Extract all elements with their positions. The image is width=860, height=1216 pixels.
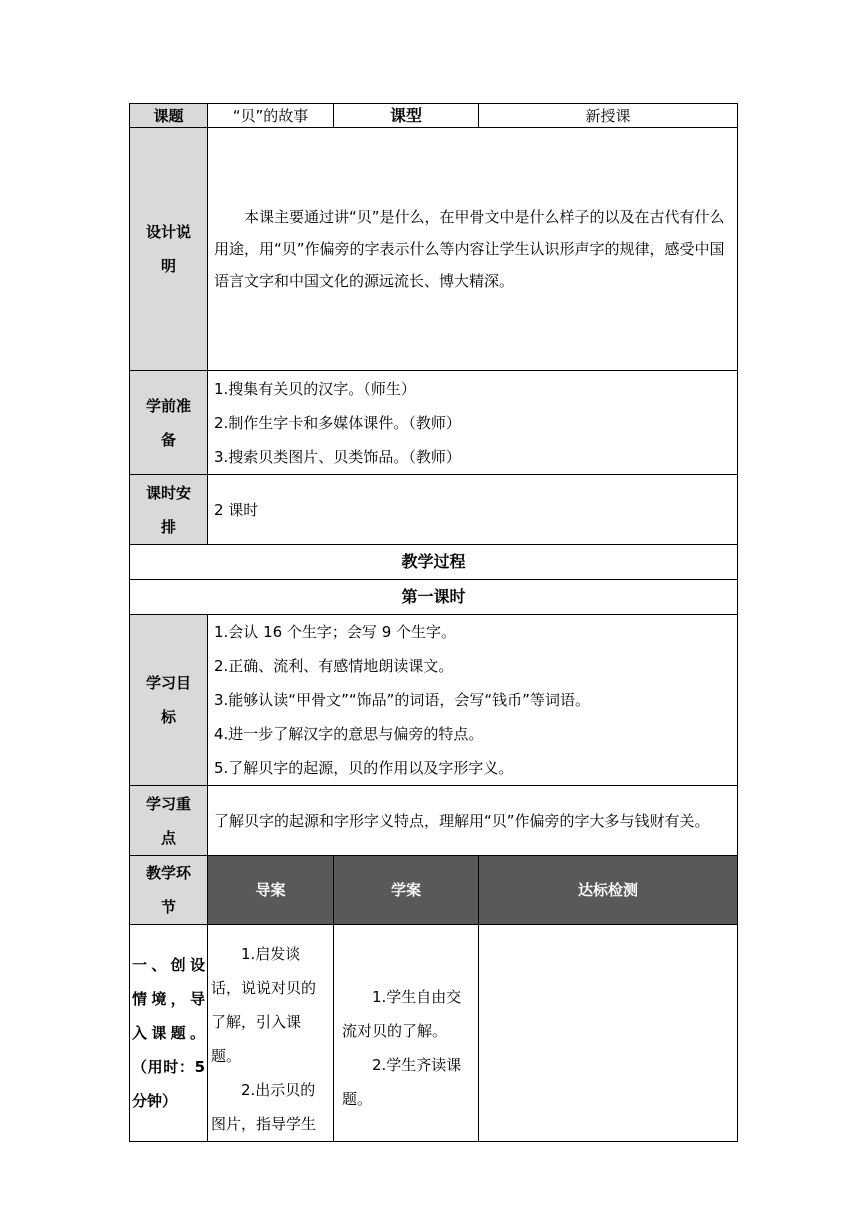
study-header: 学案 xyxy=(334,856,479,925)
focus-row xyxy=(130,786,738,856)
goal-item: 3.能够认读“甲骨文”“饰品”的词语，会写“钱币”等词语。 xyxy=(214,691,590,709)
prep-item: 3.搜索贝类图片、贝类饰品。（教师） xyxy=(214,447,461,466)
section1-guide-p2: 2.出示贝的图片，指导学生 xyxy=(211,1081,317,1133)
focus-label: 学习重点 xyxy=(130,786,208,856)
process-title: 教学过程 xyxy=(130,545,738,580)
goals-label: 学习目标 xyxy=(130,615,208,786)
section1-guide-p1: 1.启发谈话，说说对贝的了解，引入课题。 xyxy=(211,945,317,1065)
prep-item: 1.搜集有关贝的汉字。（师生） xyxy=(214,379,416,398)
section1-row xyxy=(130,925,738,1142)
topic-row xyxy=(130,104,738,128)
segment-header: 教学环节 xyxy=(130,856,208,925)
lesson-title: 第一课时 xyxy=(130,580,738,615)
design-cell xyxy=(208,128,738,371)
guide-header: 导案 xyxy=(208,856,334,925)
check-header: 达标检测 xyxy=(479,856,738,925)
design-row xyxy=(130,128,738,371)
focus-text: 了解贝字的起源和字形字义特点，理解用“贝”作偏旁的字大多与钱财有关。 xyxy=(214,811,710,830)
schedule-cell xyxy=(208,475,738,545)
section1-study xyxy=(334,925,479,1142)
goal-item: 5.了解贝字的起源，贝的作用以及字形字义。 xyxy=(214,759,514,777)
type-value: 新授课 xyxy=(479,104,738,128)
schedule-label: 课时安排 xyxy=(130,475,208,545)
design-label: 设计说明 xyxy=(130,128,208,371)
goal-item: 1.会认 16 个生字；会写 9 个生字。 xyxy=(214,623,457,641)
focus-cell xyxy=(208,786,738,856)
design-text: 本课主要通过讲“贝”是什么，在甲骨文中是什么样子的以及在古代有什么用途，用“贝”作偏旁的字表示什么等内容让学生认识形声字的规律，感受中国语言文字和中国文化的源远流长、博大精深。 xyxy=(214,208,725,290)
schedule-value: 2 课时 xyxy=(214,500,259,519)
goals-cell xyxy=(208,615,738,786)
topic-value: “贝”的故事 xyxy=(208,104,334,128)
section1-study-p1: 1.学生自由交流对贝的了解。 xyxy=(342,988,462,1040)
prep-item: 2.制作生字卡和多媒体课件。（教师） xyxy=(214,413,461,432)
prep-cell xyxy=(208,371,738,475)
goals-row xyxy=(130,615,738,786)
schedule-row xyxy=(130,475,738,545)
topic-label: 课题 xyxy=(130,104,208,128)
section1-guide xyxy=(208,925,334,1142)
process-title-row xyxy=(130,545,738,580)
section1-segment: 一、创设情境，导入课题。（用时：5 分钟） xyxy=(130,925,208,1142)
header-row xyxy=(130,856,738,925)
lesson-plan-table xyxy=(129,103,738,1142)
prep-label: 学前准备 xyxy=(130,371,208,475)
goal-item: 4.进一步了解汉字的意思与偏旁的特点。 xyxy=(214,725,484,743)
section1-check xyxy=(479,925,738,1142)
section1-study-p2: 2.学生齐读课题。 xyxy=(342,1056,462,1108)
goal-item: 2.正确、流利、有感情地朗读课文。 xyxy=(214,657,454,675)
type-label: 课型 xyxy=(334,104,479,128)
lesson-title-row xyxy=(130,580,738,615)
prep-row xyxy=(130,371,738,475)
